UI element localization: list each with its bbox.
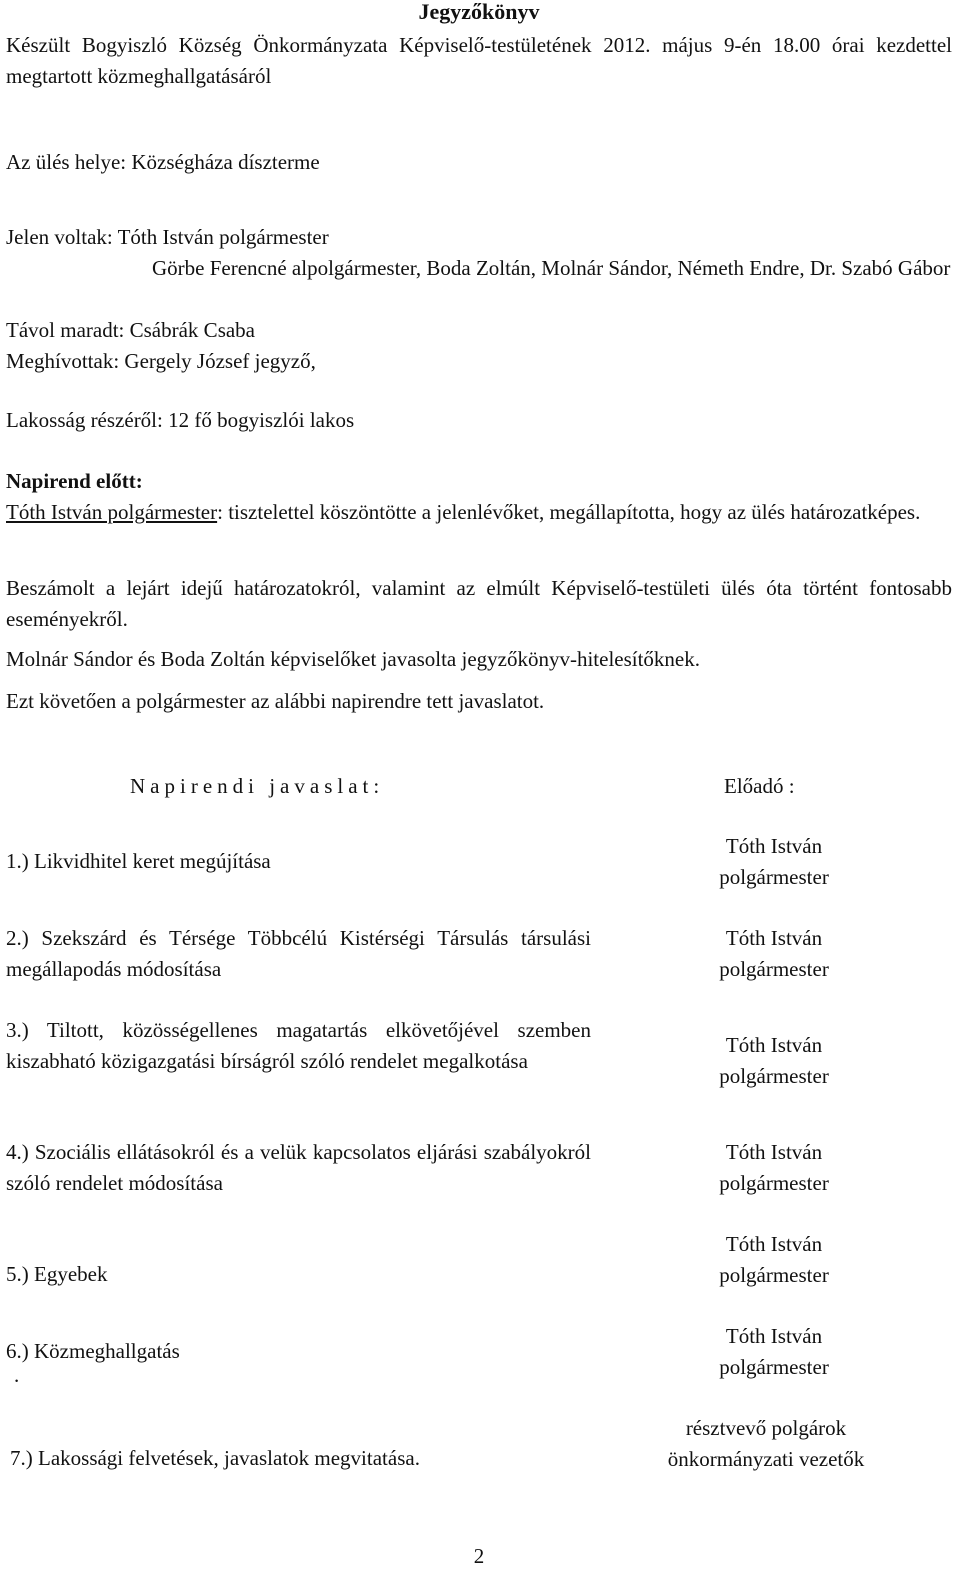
report-paragraph: Beszámolt a lejárt idejű határozatokról, valamint az elmúlt Képviselő-testületi ülés óta történt fontosabb eseményekről. bbox=[6, 576, 952, 631]
presenter-7 bbox=[626, 1413, 906, 1475]
presenter-5-name: Tóth István bbox=[725, 1232, 823, 1256]
presenter-7-role: önkormányzati vezetők bbox=[667, 1447, 865, 1471]
present-members: Görbe Ferencné alpolgármester, Boda Zoltán, Molnár Sándor, Németh Endre, Dr. Szabó Gábor bbox=[152, 256, 951, 280]
location-line: Az ülés helye: Községháza díszterme bbox=[6, 150, 320, 174]
invited-line: Meghívottak: Gergely József jegyző, bbox=[6, 349, 316, 373]
public-line: Lakosság részéről: 12 fő bogyiszlói lakos bbox=[6, 408, 355, 432]
presenter-5-role: polgármester bbox=[719, 1263, 829, 1287]
agenda-item-4: 4.) Szociális ellátásokról és a velük kapcsolatos eljárási szabályokról szóló rendelet módosítása bbox=[6, 1140, 591, 1195]
authenticators-paragraph: Molnár Sándor és Boda Zoltán képviselőket javasolta jegyzőkönyv-hitelesítőknek. bbox=[6, 647, 701, 671]
presenter-3-role: polgármester bbox=[719, 1064, 829, 1088]
presenter-2-name: Tóth István bbox=[725, 926, 823, 950]
presenter-4-role: polgármester bbox=[719, 1171, 829, 1195]
agenda-item-1: 1.) Likvidhitel keret megújítása bbox=[6, 849, 271, 873]
presenter-3 bbox=[674, 1030, 874, 1092]
document-title: Jegyzőkönyv bbox=[418, 0, 540, 24]
agenda-item-6-dot: . bbox=[14, 1363, 20, 1387]
mayor-text: : tisztelettel köszöntötte a jelenlévőket, megállapította, hogy az ülés határozatképes. bbox=[217, 500, 921, 524]
presenter-4-name: Tóth István bbox=[725, 1140, 823, 1164]
presenter-6 bbox=[674, 1321, 874, 1383]
presenter-6-name: Tóth István bbox=[725, 1324, 823, 1348]
mayor-paragraph bbox=[6, 497, 952, 528]
agenda-item-7: 7.) Lakossági felvetések, javaslatok megvitatása. bbox=[10, 1446, 420, 1470]
presenter-1 bbox=[674, 831, 874, 893]
presenter-1-name: Tóth István bbox=[725, 834, 823, 858]
agenda-heading: Napirendi javaslat: bbox=[130, 774, 385, 798]
presenter-2 bbox=[674, 923, 874, 985]
agenda-item-5: 5.) Egyebek bbox=[6, 1262, 108, 1286]
presenter-4 bbox=[674, 1137, 874, 1199]
presenter-5 bbox=[674, 1229, 874, 1291]
agenda-item-2: 2.) Szekszárd és Térsége Többcélú Kistérségi Társulás társulási megállapodás módosítása bbox=[6, 926, 591, 981]
present-label: Jelen voltak: bbox=[6, 225, 113, 249]
presenter-6-role: polgármester bbox=[719, 1355, 829, 1379]
preagenda-heading: Napirend előtt: bbox=[6, 469, 143, 493]
mayor-speaker: Tóth István polgármester bbox=[6, 500, 218, 524]
agenda-item-6: 6.) Közmeghallgatás bbox=[6, 1339, 180, 1363]
present-mayor: Tóth István polgármester bbox=[117, 225, 329, 249]
present-line bbox=[6, 222, 329, 253]
presenter-7-name: résztvevő polgárok bbox=[685, 1416, 847, 1440]
presenter-heading: Előadó : bbox=[724, 774, 795, 798]
absent-line: Távol maradt: Csábrák Csaba bbox=[6, 318, 256, 342]
proposal-paragraph: Ezt követően a polgármester az alábbi napirendre tett javaslatot. bbox=[6, 689, 545, 713]
intro-paragraph: Készült Bogyiszló Község Önkormányzata Képviselő-testületének 2012. május 9-én 18.00 órai kezdettel megtartott közmeghallgatásáról bbox=[6, 33, 952, 88]
presenter-2-role: polgármester bbox=[719, 957, 829, 981]
presenter-1-role: polgármester bbox=[719, 865, 829, 889]
page-number: 2 bbox=[473, 1544, 485, 1568]
agenda-item-3: 3.) Tiltott, közösségellenes magatartás elkövetőjével szemben kiszabható közigazgatási bírságról szóló rendelet megalkotása bbox=[6, 1018, 591, 1073]
presenter-3-name: Tóth István bbox=[725, 1033, 823, 1057]
